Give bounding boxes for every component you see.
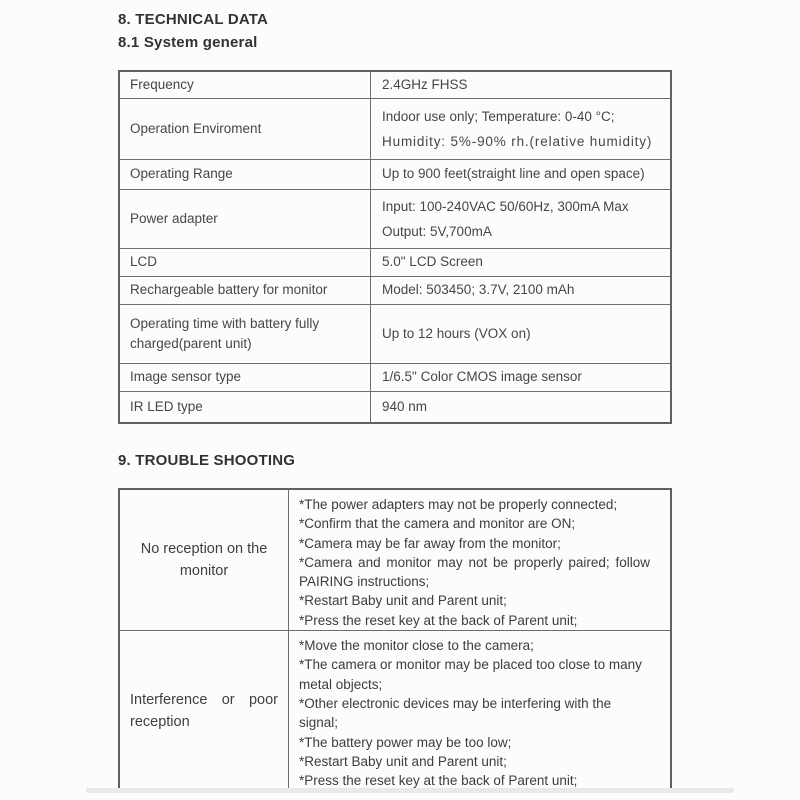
page-edge-shadow: [86, 788, 734, 793]
solution-item: *Restart Baby unit and Parent unit;: [299, 753, 507, 769]
section-8-title: 8. TECHNICAL DATA: [118, 11, 269, 28]
solution-item: *Other electronic devices may be interfering with the signal;: [299, 695, 612, 731]
spec-value: 1/6.5" Color CMOS image sensor: [371, 363, 672, 391]
spec-label: Frequency: [119, 71, 371, 98]
spec-value: 5.0" LCD Screen: [371, 248, 672, 276]
spec-value: Model: 503450; 3.7V, 2100 mAh: [371, 276, 672, 304]
spec-value-line: Indoor use only; Temperature: 0-40 °C;: [382, 108, 615, 124]
spec-value-line: Input: 100-240VAC 50/60Hz, 300mA Max: [382, 198, 629, 214]
spec-value: [371, 189, 672, 248]
table-row: [119, 248, 671, 276]
table-row: [119, 304, 671, 363]
spec-value: Up to 12 hours (VOX on): [371, 304, 672, 363]
solution-item: *The battery power may be too low;: [299, 734, 512, 750]
table-row: [119, 189, 671, 248]
spec-value: 940 nm: [371, 391, 672, 423]
section-9-title: 9. TROUBLE SHOOTING: [118, 452, 296, 469]
spec-value-line: Output: 5V,700mA: [382, 223, 492, 239]
solution-item: *The camera or monitor may be placed too close to many metal objects;: [299, 657, 642, 692]
solutions-cell: [289, 489, 672, 631]
solution-item: *Move the monitor close to the camera;: [299, 638, 534, 654]
spec-label: Operating time with battery fully charged(parent unit): [119, 304, 371, 363]
spec-label: Power adapter: [119, 189, 371, 248]
table-row: [119, 71, 671, 98]
spec-label: Operating Range: [119, 159, 371, 189]
solution-item: *Confirm that the camera and monitor are ON;: [299, 516, 576, 532]
system-general-table: [118, 70, 672, 424]
spec-label: Image sensor type: [119, 363, 371, 391]
solution-item: *Press the reset key at the back of Parent unit;: [299, 612, 578, 628]
solutions-cell: [289, 631, 672, 792]
spec-value: [371, 98, 672, 159]
spec-label: Operation Enviroment: [119, 98, 371, 159]
table-row: [119, 98, 671, 159]
section-8-1-subtitle: 8.1 System general: [118, 34, 258, 51]
spec-label: LCD: [119, 248, 371, 276]
solution-item: *Press the reset key at the back of Parent unit;: [299, 773, 578, 789]
spec-value: Up to 900 feet(straight line and open space): [371, 159, 672, 189]
spec-label: Rechargeable battery for monitor: [119, 276, 371, 304]
table-row: [119, 631, 671, 792]
spec-value-line: Humidity: 5%-90% rh.(relative humidity): [382, 133, 653, 149]
solution-item: *The power adapters may not be properly connected;: [299, 497, 618, 512]
table-row: [119, 276, 671, 304]
solution-item: *Camera and monitor may not be properly paired; follow PAIRING instructions;: [299, 554, 650, 590]
table-row: [119, 363, 671, 391]
table-row: [119, 391, 671, 423]
problem-cell: Interference or poor reception: [119, 631, 289, 792]
troubleshooting-table: [118, 488, 672, 792]
table-row: [119, 159, 671, 189]
problem-cell: No reception on the monitor: [119, 489, 289, 631]
spec-label: IR LED type: [119, 391, 371, 423]
spec-value: 2.4GHz FHSS: [371, 71, 672, 98]
table-row: [119, 489, 671, 631]
solution-item: *Camera may be far away from the monitor;: [299, 535, 561, 551]
solution-item: *Restart Baby unit and Parent unit;: [299, 593, 507, 609]
